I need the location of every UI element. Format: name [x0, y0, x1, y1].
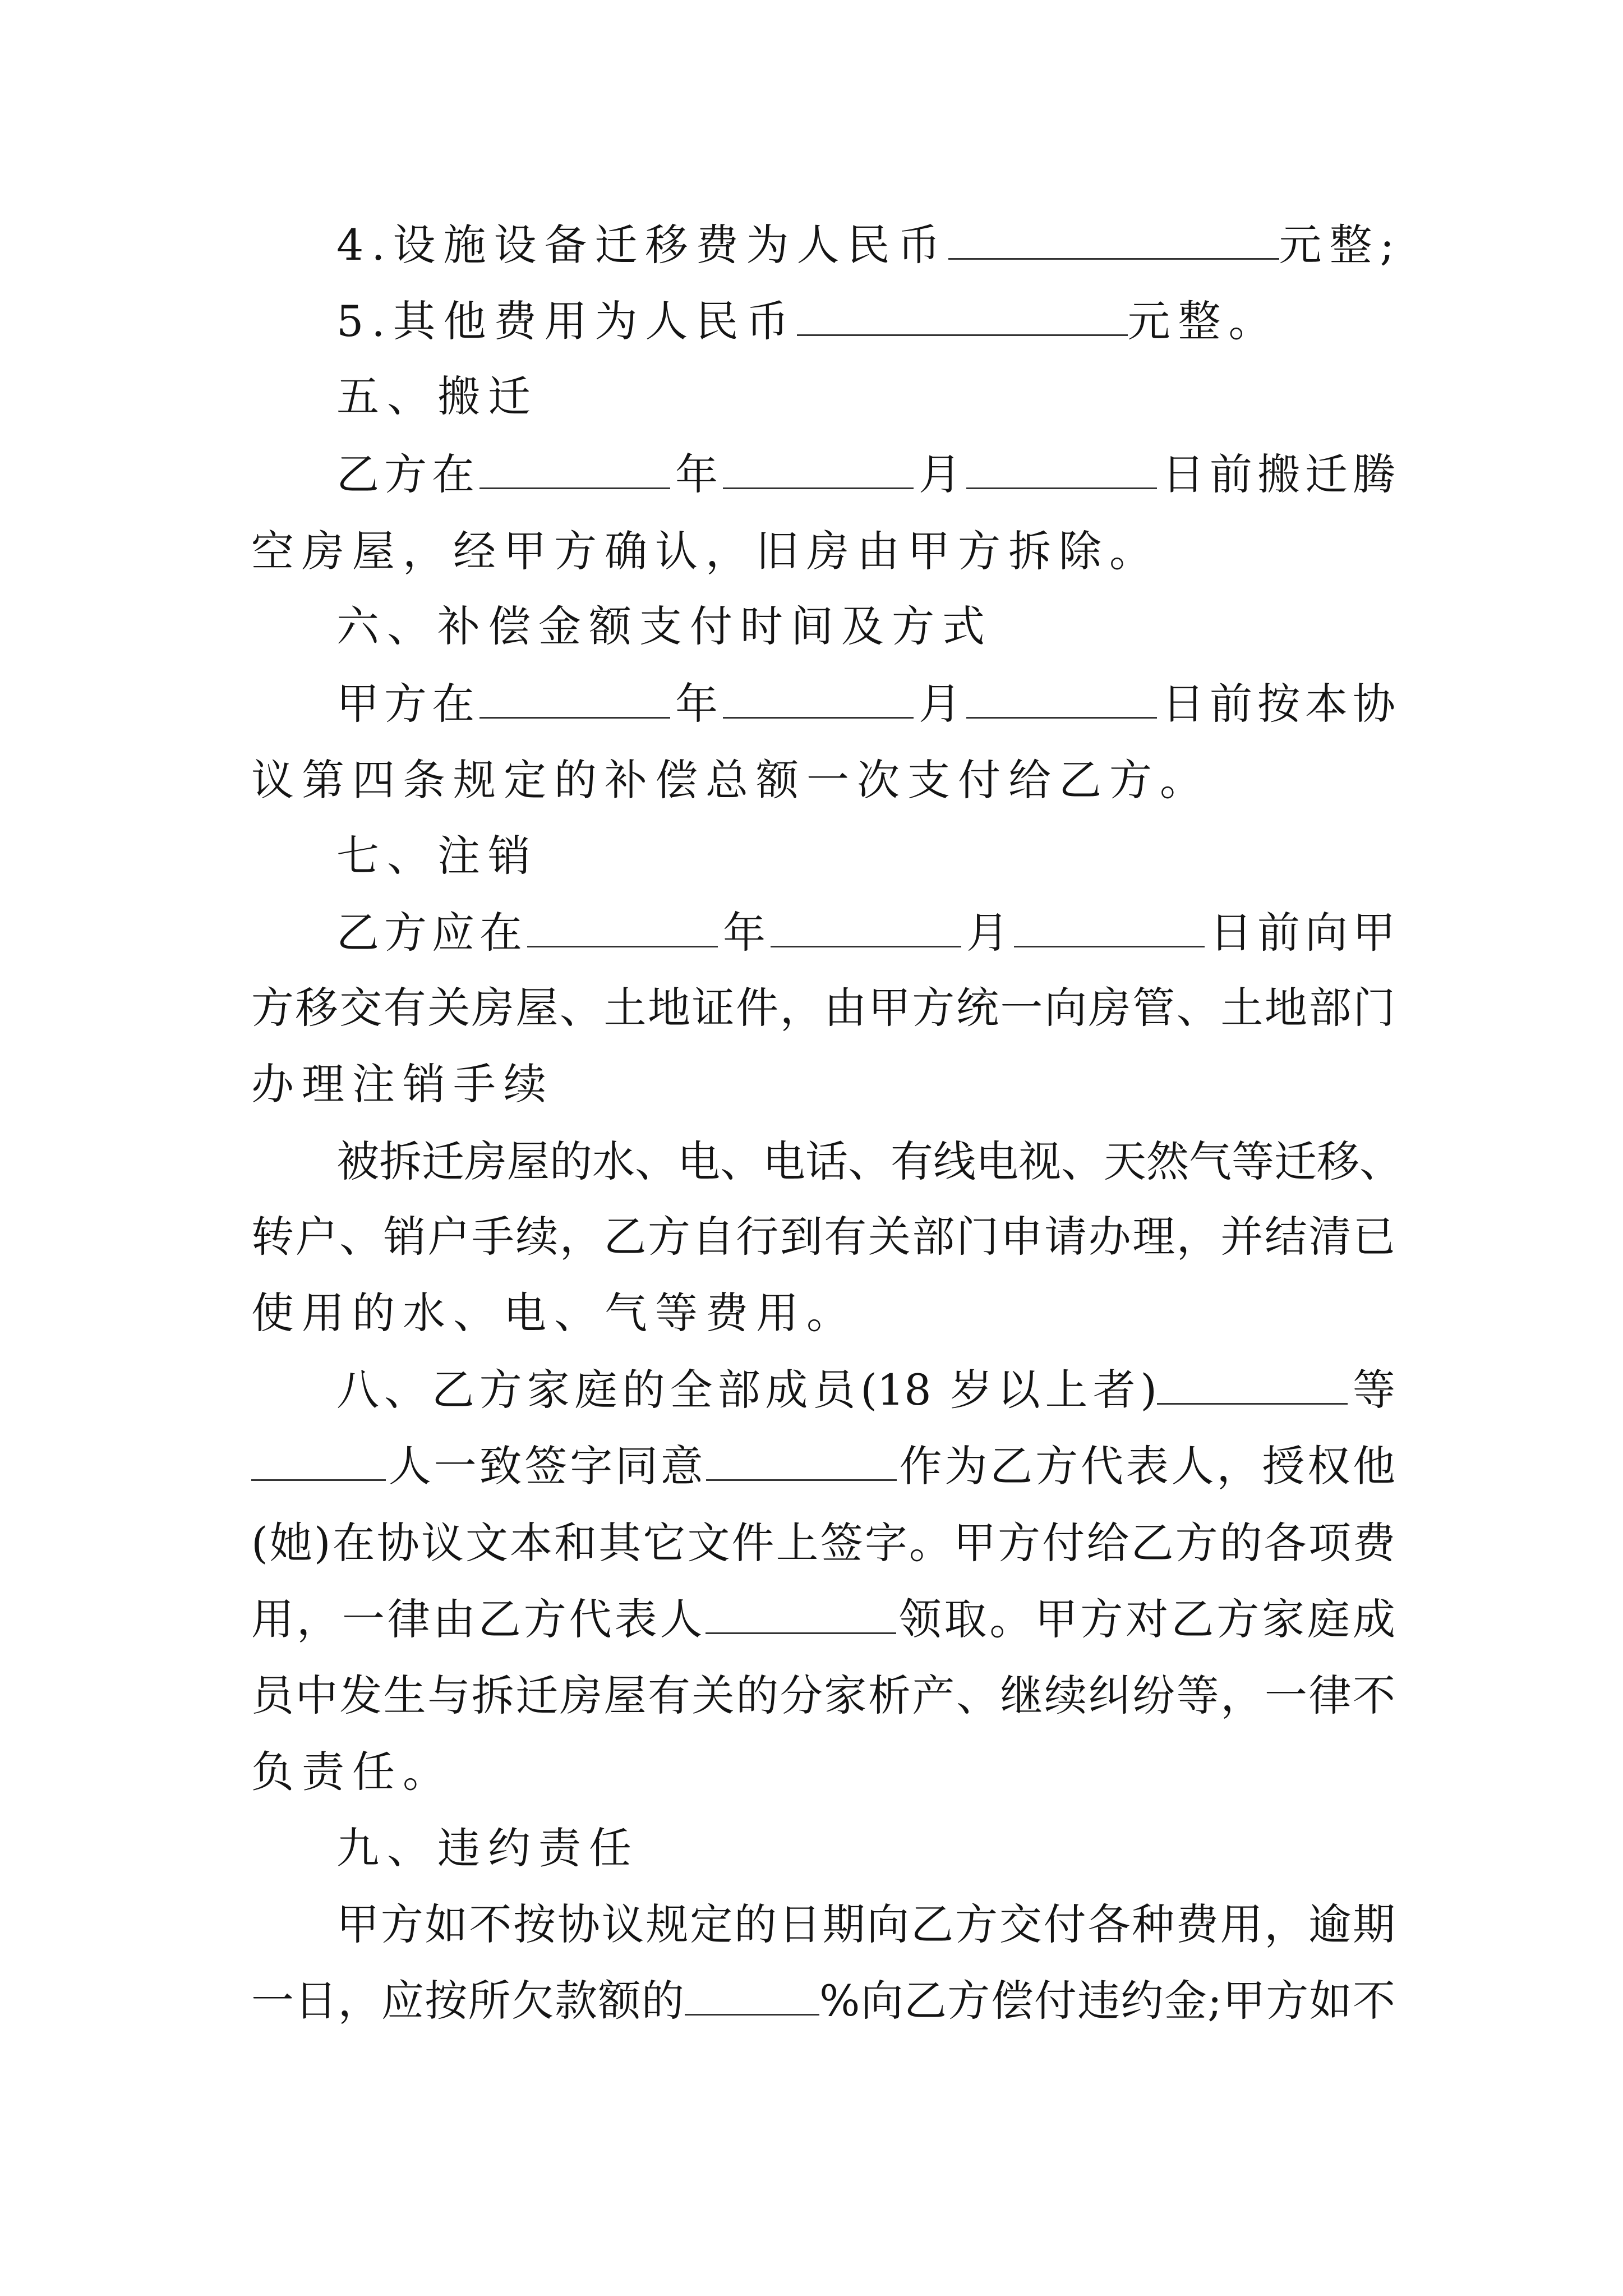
penalty-text: 一日，应按所欠款额的 — [251, 1976, 685, 2026]
paragraph-line: 被拆迁房屋的水、电、电话、有线电视、天然气等迁移、 — [336, 1137, 1402, 1186]
fill-blank-names — [1157, 1370, 1348, 1405]
authorization-text: 作为乙方代表人，授权他 — [896, 1441, 1396, 1491]
cancellation-date-line — [336, 905, 1395, 961]
item-4-suffix: 元整; — [1279, 220, 1403, 270]
item-5-text: 5.其他费用为人民币 — [336, 296, 797, 346]
collection-suffix: 领取。甲方对乙方家庭成 — [896, 1594, 1396, 1644]
fill-blank-percent — [685, 1981, 819, 2016]
day-label: 日前按本协 — [1157, 679, 1395, 729]
section-8-line — [336, 1362, 1395, 1418]
fill-blank-day — [966, 455, 1157, 489]
fill-blank-month — [771, 913, 961, 947]
year-label: 年 — [718, 908, 771, 958]
fill-blank-representative — [706, 1600, 896, 1634]
payment-text: 甲方在 — [336, 679, 479, 729]
penalty-suffix: %向乙方偿付违约金;甲方如不 — [819, 1976, 1395, 2026]
fill-blank-day — [1014, 913, 1205, 947]
moveout-date-line — [336, 447, 1395, 503]
fill-blank — [948, 226, 1279, 260]
fill-blank-representative — [706, 1447, 897, 1481]
payment-date-line — [336, 676, 1395, 732]
representative-line — [251, 1438, 1395, 1494]
fill-blank-year — [479, 455, 670, 489]
paragraph-line: 员中发生与拆迁房屋有关的分家析产、继续纠纷等，一律不 — [251, 1671, 1395, 1720]
item-4-text: 4.设施设备迁移费为人民币 — [336, 220, 948, 270]
paragraph-line: 负责任。 — [251, 1747, 453, 1797]
fill-blank-count — [251, 1447, 386, 1481]
moveout-text: 乙方在 — [336, 449, 479, 499]
collection-text: 用，一律由乙方代表人 — [251, 1594, 706, 1644]
day-label: 日前搬迁腾 — [1157, 449, 1395, 499]
section-8-suffix: 等 — [1348, 1365, 1395, 1415]
month-label: 月 — [914, 449, 966, 499]
item-4-relocation-fee — [336, 217, 1403, 273]
fill-blank-month — [723, 455, 914, 489]
collection-line — [251, 1591, 1395, 1648]
item-5-other-fees — [336, 293, 1395, 349]
item-5-suffix: 元整。 — [1127, 296, 1279, 346]
month-label: 月 — [961, 908, 1014, 958]
paragraph-line: 甲方如不按协议规定的日期向乙方交付各种费用，逾期 — [336, 1899, 1395, 1949]
fill-blank — [797, 302, 1128, 336]
paragraph-line: 转户、销户手续，乙方自行到有关部门申请办理，并结清已 — [251, 1212, 1395, 1262]
paragraph-line: 空房屋，经甲方确认，旧房由甲方拆除。 — [251, 526, 1160, 576]
year-label: 年 — [670, 679, 723, 729]
year-label: 年 — [670, 449, 723, 499]
fill-blank-year — [527, 913, 718, 947]
fill-blank-year — [479, 684, 670, 719]
month-label: 月 — [914, 679, 966, 729]
cancellation-text: 乙方应在 — [336, 908, 527, 958]
consent-text: 人一致签字同意 — [386, 1441, 706, 1491]
section-6-heading: 六、补偿金额支付时间及方式 — [336, 601, 993, 651]
section-7-heading: 七、注销 — [336, 831, 538, 881]
day-label: 日前向甲 — [1205, 908, 1395, 958]
section-9-heading: 九、违约责任 — [336, 1823, 639, 1873]
fill-blank-month — [723, 684, 914, 719]
section-8-text: 八、乙方家庭的全部成员(18 岁以上者) — [336, 1365, 1158, 1415]
paragraph-line: 使用的水、电、气等费用。 — [251, 1288, 857, 1338]
section-5-heading: 五、搬迁 — [336, 371, 538, 421]
fill-blank-day — [966, 684, 1157, 719]
paragraph-line: (她)在协议文本和其它文件上签字。甲方付给乙方的各项费 — [251, 1518, 1395, 1568]
penalty-line — [251, 1973, 1395, 2029]
paragraph-line: 方移交有关房屋、土地证件，由甲方统一向房管、土地部门 — [251, 983, 1395, 1033]
paragraph-line: 议第四条规定的补偿总额一次支付给乙方。 — [251, 755, 1210, 805]
paragraph-line: 办理注销手续 — [251, 1059, 554, 1109]
